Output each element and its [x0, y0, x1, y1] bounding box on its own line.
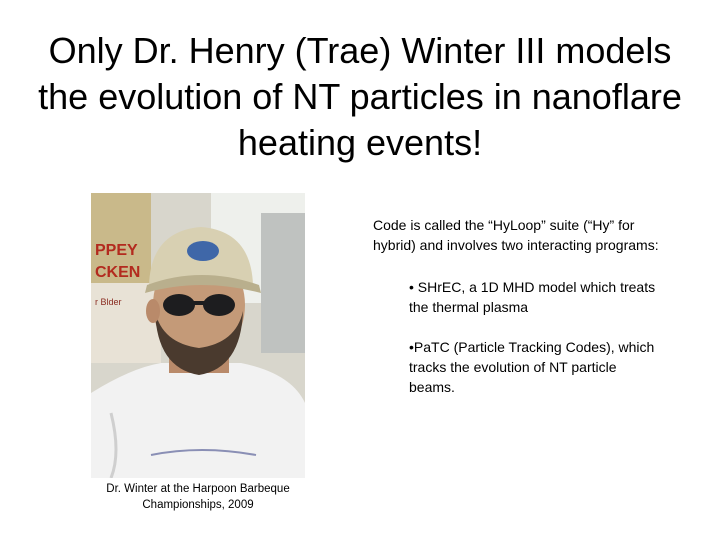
program-list — [409, 277, 663, 397]
photo-of-dr-winter — [91, 193, 305, 478]
sign-text-upper: PPEY — [95, 242, 138, 259]
list-item: •PaTC (Particle Tracking Codes), which tracks the evolution of NT particle beams. — [409, 339, 655, 395]
banner-text: r Blder — [95, 297, 122, 307]
list-item: • SHrEC, a 1D MHD model which treats the thermal plasma — [409, 279, 656, 315]
intro-paragraph: Code is called the “HyLoop” suite (“Hy” for hybrid) and involves two interacting programs: — [373, 217, 659, 253]
description-block — [373, 215, 663, 417]
sign-text-lower: CKEN — [95, 264, 141, 281]
slide-title: Only Dr. Henry (Trae) Winter III models the evolution of NT particles in nanoflare heating events! — [38, 30, 682, 163]
photo-caption: Dr. Winter at the Harpoon Barbeque Championships, 2009 — [106, 483, 290, 511]
